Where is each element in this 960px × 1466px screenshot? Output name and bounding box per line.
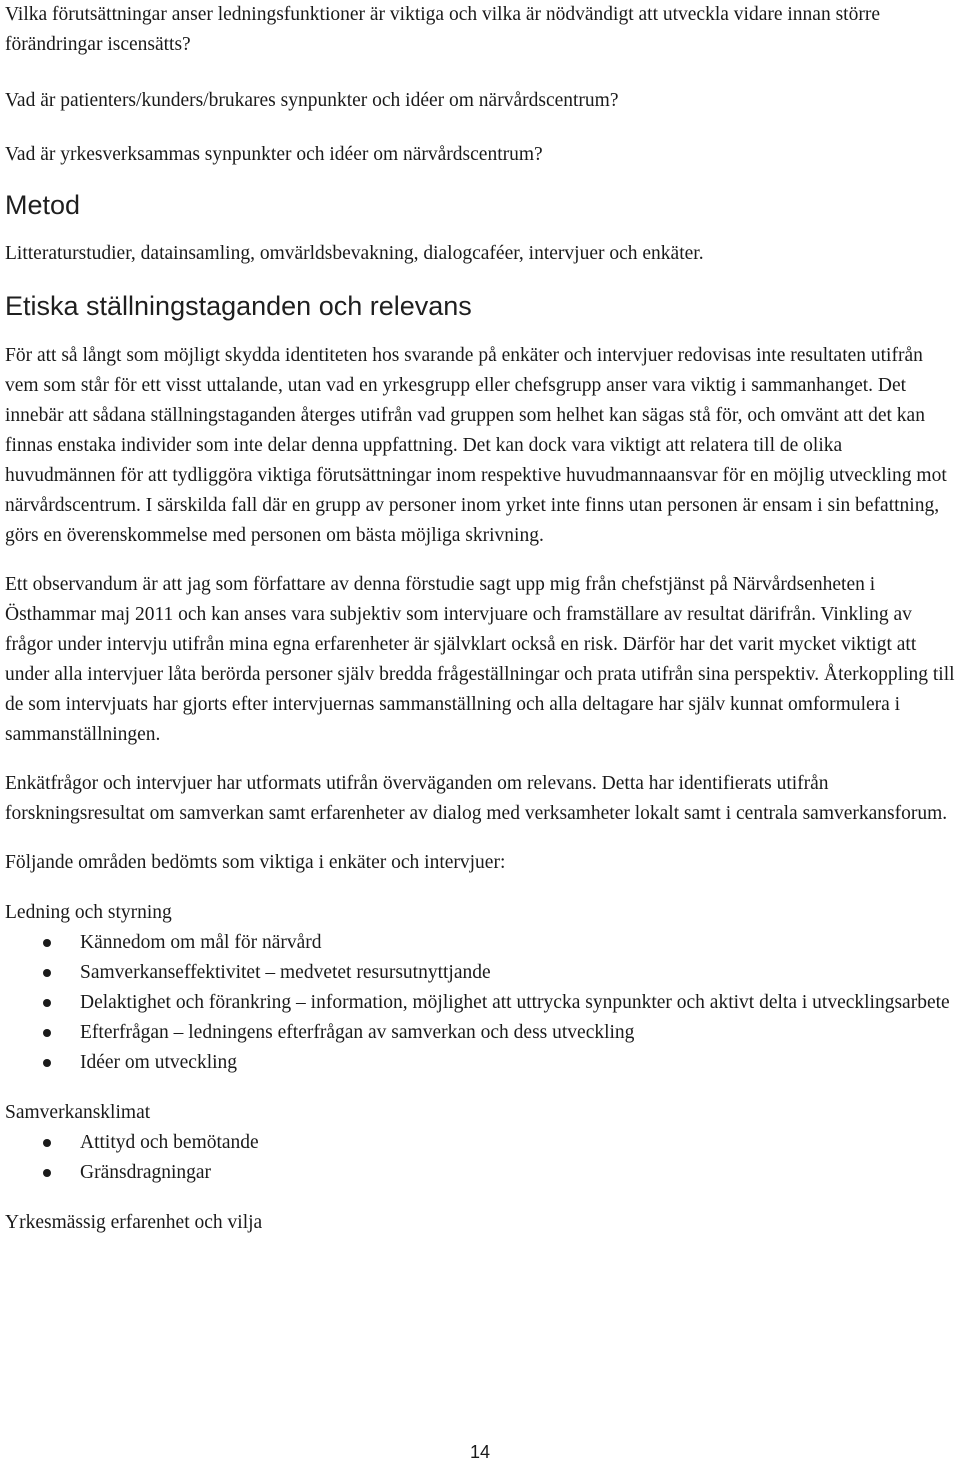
list-item [5, 1018, 955, 1048]
areas-intro: Följande områden bedömts som viktiga i enkäter och intervjuer: [5, 852, 506, 873]
list-item-text: Kännedom om mål för närvård [80, 932, 322, 953]
method-heading: Metod [5, 190, 81, 220]
list-item [5, 958, 955, 988]
list-item-text: Idéer om utveckling [80, 1052, 238, 1073]
list-item-text: Attityd och bemötande [80, 1132, 259, 1153]
page-number: 14 [469, 1442, 491, 1462]
category-title-erfarenhet: Yrkesmässig erfarenhet och vilja [5, 1212, 263, 1233]
question-professional-views: Vad är yrkesverksammas synpunkter och idéer om närvårdscentrum? [5, 144, 543, 165]
ledning-list [5, 928, 955, 1078]
category-title-ledning: Ledning och styrning [5, 902, 172, 923]
ethics-paragraph: Enkätfrågor och intervjuer har utformats utifrån överväganden om relevans. Detta har identifierats utifrån forskningsresultat om samverkan samt erfarenheter av dialog med verksamheter lokalt samt i centrala samverkansforum. [5, 773, 948, 824]
list-item [5, 1128, 955, 1158]
list-item-text: Gränsdragningar [80, 1162, 212, 1183]
klimat-list [5, 1128, 955, 1188]
list-item-text: Samverkanseffektivitet – medvetet resursutnyttjande [80, 962, 491, 983]
list-item [5, 988, 955, 1018]
bullet-icon [43, 1059, 51, 1067]
bullet-icon [43, 939, 51, 947]
ethics-paragraph: Ett observandum är att jag som författare av denna förstudie sagt upp mig från chefstjänst på Närvårdsenheten i Östhammar maj 2011 och kan anses vara subjektiv som intervjuare och framställare av resultat därifrån. Vinkling av frågor under intervju utifrån mina egna erfarenheter är självklart också en risk. Därför har det varit mycket viktigt att under alla intervjuer låta berörda personer själv bredda frågeställningar och prata utifrån sina perspektiv. Återkoppling till de som intervjuats har gjorts efter intervjuernas sammanställning och alla deltagare har själv kunnat omformulera i sammanställningen. [5, 574, 955, 745]
list-item-text: Delaktighet och förankring – information, möjlighet att uttrycka synpunkter och aktivt delta i utvecklingsarbete [80, 992, 950, 1013]
ethics-heading: Etiska ställningstaganden och relevans [5, 291, 472, 321]
category-title-klimat: Samverkansklimat [5, 1102, 151, 1123]
list-item-text: Efterfrågan – ledningens efterfrågan av samverkan och dess utveckling [80, 1022, 635, 1043]
bullet-icon [43, 969, 51, 977]
question-leadership-prerequisites: Vilka förutsättningar anser ledningsfunktioner är viktiga och vilka är nödvändigt att utveckla vidare innan större förändringar iscensätts? [5, 4, 880, 55]
bullet-icon [43, 1169, 51, 1177]
document-page [5, 0, 955, 1238]
bullet-icon [43, 999, 51, 1007]
method-text: Litteraturstudier, datainsamling, omvärldsbevakning, dialogcaféer, intervjuer och enkäter. [5, 243, 704, 264]
question-patient-views: Vad är patienters/kunders/brukares synpunkter och idéer om närvårdscentrum? [5, 90, 619, 111]
bullet-icon [43, 1029, 51, 1037]
list-item [5, 928, 955, 958]
ethics-paragraph: För att så långt som möjligt skydda identiteten hos svarande på enkäter och intervjuer redovisas inte resultaten utifrån vem som står för ett visst uttalande, utan vad en yrkesgrupp eller chefsgrupp anser vara viktig i sammanhanget. Det innebär att sådana ställningstaganden återges utifrån vad gruppen som helhet kan sägas stå för, och omvänt att det kan finnas enstaka individer som inte delar denna uppfattning. Det kan dock vara viktigt att relatera till de olika huvudmännen för att tydliggöra viktiga förutsättningar inom respektive huvudmannaansvar för en möjlig utveckling mot närvårdscentrum. I särskilda fall där en grupp av personer inom yrket inte finns utan personen är ensam i sin befattning, görs en överenskommelse med personen om bästa möjliga skrivning. [5, 345, 947, 546]
list-item [5, 1048, 955, 1078]
bullet-icon [43, 1139, 51, 1147]
list-item [5, 1158, 955, 1188]
